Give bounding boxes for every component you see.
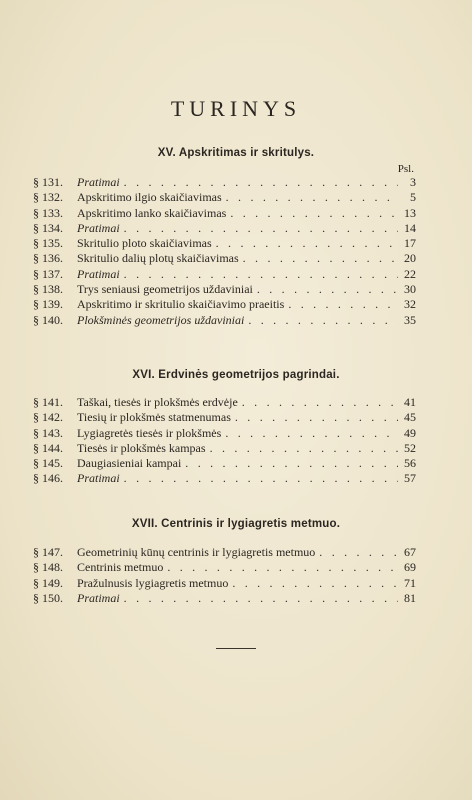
dot-leader [124, 175, 398, 190]
page-number: 13 [404, 205, 416, 220]
toc-entry [33, 206, 416, 221]
page-number: 35 [404, 312, 416, 327]
dot-leader [235, 410, 398, 425]
page-number: 3 [410, 175, 416, 189]
paragraph-number: § 149. [33, 575, 63, 590]
dot-leader [225, 426, 398, 441]
paragraph-number: § 137. [33, 266, 63, 281]
entry-title: Daugiasieniai kampai [77, 456, 182, 471]
entry-title: Pratimai [77, 266, 120, 281]
page-number: 17 [404, 236, 416, 251]
entry-title: Skritulio dalių plotų skaičiavimas [77, 251, 239, 266]
dot-leader [248, 313, 398, 328]
entry-title: Apskritimo ir skritulio skaičiavimo praeitis [77, 297, 285, 312]
dot-leader [124, 471, 398, 486]
toc-entry [33, 251, 416, 266]
paragraph-number: § 147. [33, 545, 63, 559]
dot-leader [124, 591, 398, 606]
toc-entry [33, 576, 416, 591]
dot-leader [232, 576, 398, 591]
page-number: 49 [404, 425, 416, 440]
entry-title: Trys seniausi geometrijos uždaviniai [77, 282, 253, 297]
entry-title: Geometrinių kūnų centrinis ir lygiagretis metmuo [77, 545, 316, 559]
dot-leader [242, 395, 398, 410]
page-number: 67 [404, 545, 416, 559]
toc-entry [33, 297, 416, 312]
entry-title: Pražulnusis lygiagretis metmuo [77, 575, 229, 590]
entry-title: Pratimai [77, 471, 120, 486]
page-column-label: Psl. [397, 163, 414, 175]
paragraph-number: § 140. [33, 312, 63, 327]
paragraph-number: § 145. [33, 456, 63, 471]
paragraph-number: § 148. [33, 560, 63, 575]
dot-leader [124, 267, 398, 282]
section-heading-xvii: XVII. Centrinis ir lygiagretis metmuo. [131, 518, 341, 530]
toc-entry [33, 267, 416, 282]
page-number: 20 [404, 251, 416, 266]
toc-entry [33, 313, 416, 328]
dot-leader [319, 545, 398, 560]
page-number: 41 [404, 395, 416, 409]
entry-title: Taškai, tiesės ir plokšmės erdvėje [77, 395, 238, 409]
page-number: 57 [404, 471, 416, 486]
toc-entry [33, 190, 416, 205]
paragraph-number: § 132. [33, 190, 63, 205]
dot-leader [243, 251, 398, 266]
toc-entry [33, 456, 416, 471]
page-number: 5 [410, 190, 416, 205]
dot-leader [230, 206, 398, 221]
toc-entry [33, 591, 416, 606]
entry-title: Tiesių ir plokšmės statmenumas [77, 410, 231, 425]
paragraph-number: § 141. [33, 395, 63, 409]
toc-entry [33, 221, 416, 236]
dot-leader [288, 297, 398, 312]
toc-entry [33, 441, 416, 456]
paragraph-number: § 134. [33, 220, 63, 235]
paragraph-number: § 131. [33, 175, 63, 189]
entry-title: Apskritimo ilgio skaičiavimas [77, 190, 222, 205]
entry-title: Lygiagretės tiesės ir plokšmės [77, 425, 222, 440]
section-heading-xvi: XVI. Erdvinės geometrijos pagrindai. [132, 369, 340, 381]
dot-leader [257, 282, 398, 297]
entry-title: Pratimai [77, 220, 120, 235]
dot-leader [226, 190, 398, 205]
page-number: 45 [404, 410, 416, 425]
page-number: 52 [404, 440, 416, 455]
toc-entry [33, 471, 416, 486]
paragraph-number: § 143. [33, 425, 63, 440]
paragraph-number: § 133. [33, 205, 63, 220]
page-number: 22 [404, 266, 416, 281]
section-entries-xv [33, 175, 416, 328]
paragraph-number: § 138. [33, 282, 63, 297]
paragraph-number: § 142. [33, 410, 63, 425]
page-title: TURINYS [170, 96, 302, 121]
dot-leader [210, 441, 398, 456]
page-number: 69 [404, 560, 416, 575]
page-number: 71 [404, 575, 416, 590]
entry-title: Pratimai [77, 590, 120, 605]
toc-entry [33, 282, 416, 297]
section-heading-xv: XV. Apskritimas ir skritulys. [157, 147, 315, 159]
toc-entry [33, 426, 416, 441]
toc-entry [33, 560, 416, 575]
toc-entry [33, 545, 416, 560]
dot-leader [124, 221, 398, 236]
dot-leader [167, 560, 398, 575]
entry-title: Apskritimo lanko skaičiavimas [77, 205, 227, 220]
section-entries-xvi [33, 395, 416, 487]
toc-entry [33, 410, 416, 425]
paragraph-number: § 135. [33, 236, 63, 251]
entry-title: Plokšminės geometrijos uždaviniai [77, 312, 245, 327]
paragraph-number: § 136. [33, 251, 63, 266]
dot-leader [216, 236, 398, 251]
page-number: 56 [404, 456, 416, 471]
entry-title: Tiesės ir plokšmės kampas [77, 440, 206, 455]
closing-rule [216, 648, 256, 649]
dot-leader [185, 456, 398, 471]
page-number: 30 [404, 282, 416, 297]
paragraph-number: § 146. [33, 471, 63, 486]
entry-title: Skritulio ploto skaičiavimas [77, 236, 212, 251]
page-number: 81 [404, 590, 416, 605]
toc-entry [33, 395, 416, 410]
entry-title: Pratimai [77, 175, 120, 189]
toc-entry [33, 175, 416, 190]
page-number: 32 [404, 297, 416, 312]
page-number: 14 [404, 220, 416, 235]
section-entries-xvii [33, 545, 416, 606]
paragraph-number: § 144. [33, 440, 63, 455]
paragraph-number: § 139. [33, 297, 63, 312]
entry-title: Centrinis metmuo [77, 560, 164, 575]
paragraph-number: § 150. [33, 590, 63, 605]
toc-entry [33, 236, 416, 251]
